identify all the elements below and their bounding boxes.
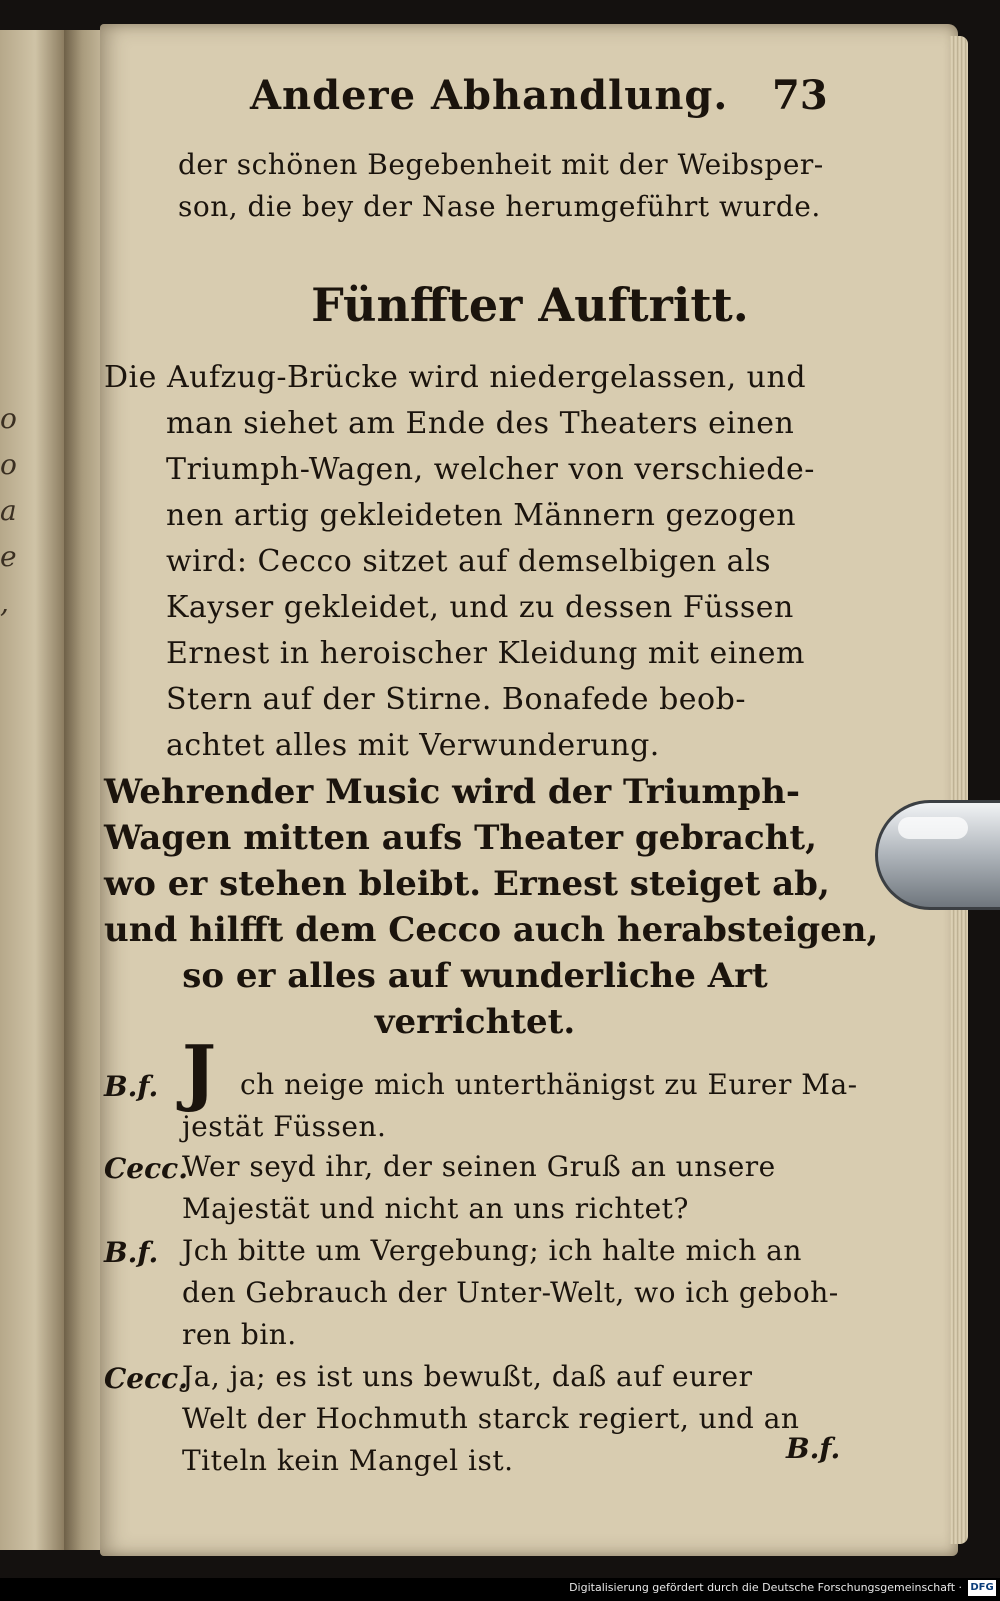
stage-direction-line: wird: Cecco sitzet auf demselbigen als bbox=[166, 544, 772, 579]
scene-heading-text: Fünffter Auftritt. bbox=[311, 278, 749, 332]
stage-direction-line: Stern auf der Stirne. Bonafede beob- bbox=[166, 682, 746, 717]
page-number: 73 bbox=[772, 72, 828, 119]
bold-stage-direction-line: verrichtet. bbox=[374, 1002, 576, 1042]
dialogue-line: Wer seyd ihr, der seinen Gruß an unsere bbox=[182, 1150, 776, 1183]
dialogue-line: Jch bitte um Vergebung; ich halte mich an bbox=[182, 1234, 802, 1267]
book-gutter bbox=[64, 30, 104, 1550]
dialogue-line: jestät Füssen. bbox=[182, 1110, 387, 1143]
speaker-label: Cecc. bbox=[104, 1362, 188, 1395]
bold-stage-direction-line: und hilfft dem Cecco auch herabsteigen, bbox=[104, 910, 879, 950]
intro-line: der schönen Begebenheit mit der Weibsper- bbox=[178, 148, 824, 181]
stage-direction-line: Die Aufzug-Brücke wird niedergelassen, und bbox=[104, 360, 807, 395]
speaker-label: B.f. bbox=[104, 1236, 159, 1269]
catchword: B.f. bbox=[786, 1432, 841, 1465]
dialogue-line: ch neige mich unterthänigst zu Eurer Ma- bbox=[240, 1068, 858, 1101]
running-header: Andere Abhandlung. bbox=[250, 72, 729, 119]
left-page-fragment: e bbox=[0, 540, 17, 573]
dialogue-line: den Gebrauch der Unter-Welt, wo ich geboh- bbox=[182, 1276, 839, 1309]
dialogue-line: ren bin. bbox=[182, 1318, 297, 1351]
stage-direction-line: Kayser gekleidet, und zu dessen Füssen bbox=[166, 590, 794, 625]
page-stack-edge bbox=[950, 36, 968, 1544]
stage-direction-line: man siehet am Ende des Theaters einen bbox=[166, 406, 795, 441]
scene-heading bbox=[0, 278, 1000, 332]
footer-credit: Digitalisierung gefördert durch die Deutsche Forschungsgemeinschaft · bbox=[569, 1581, 962, 1594]
stage-direction-line: Triumph-Wagen, welcher von verschiede- bbox=[166, 452, 815, 487]
stage-direction-line: achtet alles mit Verwunderung. bbox=[166, 728, 660, 763]
dialogue-line: Ja, ja; es ist uns bewußt, daß auf eurer bbox=[182, 1360, 753, 1393]
clip-highlight bbox=[898, 817, 968, 839]
bold-stage-direction-line: wo er stehen bleibt. Ernest steiget ab, bbox=[104, 864, 830, 904]
bold-stage-direction-line: Wehrender Music wird der Triumph- bbox=[104, 772, 800, 812]
stage-direction-line: Ernest in heroischer Kleidung mit einem bbox=[166, 636, 805, 671]
left-page-fragment: a bbox=[0, 494, 17, 527]
bold-stage-direction-line: Wagen mitten aufs Theater gebracht, bbox=[104, 818, 817, 858]
dfg-logo: DFG bbox=[968, 1580, 996, 1596]
left-page-fragment: o bbox=[0, 448, 17, 481]
metal-page-clip bbox=[875, 800, 1000, 910]
bold-stage-direction-line: so er alles auf wunderliche Art bbox=[182, 956, 768, 996]
left-page-fragment: , bbox=[0, 586, 9, 619]
speaker-label: Cecc. bbox=[104, 1152, 188, 1185]
speaker-label: B.f. bbox=[104, 1070, 159, 1103]
left-page-fragment: o bbox=[0, 402, 17, 435]
dialogue-line: Majestät und nicht an uns richtet? bbox=[182, 1192, 689, 1225]
dialogue-line: Titeln kein Mangel ist. bbox=[182, 1444, 514, 1477]
stage-direction-line: nen artig gekleideten Männern gezogen bbox=[166, 498, 797, 533]
drop-cap: J bbox=[182, 1029, 217, 1114]
left-page-edge bbox=[0, 30, 64, 1550]
dialogue-line: Welt der Hochmuth starck regiert, und an bbox=[182, 1402, 800, 1435]
intro-line: son, die bey der Nase herumgeführt wurde. bbox=[178, 190, 821, 223]
